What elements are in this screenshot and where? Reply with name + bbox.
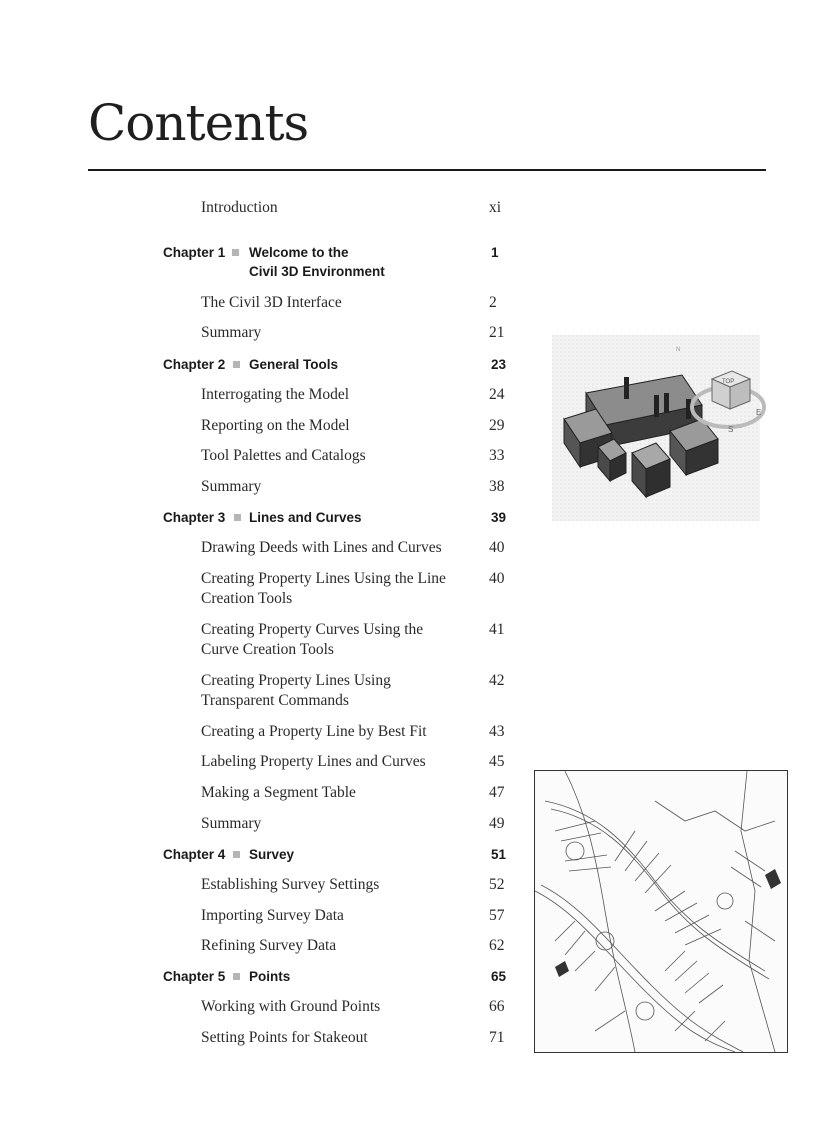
section-title: Making a Segment Table [201, 784, 356, 801]
square-bullet-icon [232, 249, 239, 256]
section-title: Reporting on the Model [201, 417, 350, 434]
section-page: 66 [489, 998, 505, 1015]
section-page: 33 [489, 447, 505, 464]
section-title-line2: Transparent Commands [201, 692, 349, 709]
section-page: 45 [489, 753, 505, 770]
section-page: 43 [489, 723, 505, 740]
section-page: 57 [489, 907, 505, 924]
chapter-page: 51 [491, 847, 507, 862]
section-page: 41 [489, 621, 505, 638]
chapter-title-line1: Welcome to the [249, 245, 349, 260]
square-bullet-icon [233, 361, 240, 368]
section-title: Working with Ground Points [201, 998, 381, 1015]
chapter-label: Chapter 1 [163, 245, 226, 260]
section-title-line2: Curve Creation Tools [201, 641, 334, 658]
chapter-page: 23 [491, 357, 507, 372]
section-page: 71 [489, 1029, 505, 1046]
parcel-map-figure [534, 770, 788, 1053]
section-title: Creating a Property Line by Best Fit [201, 723, 427, 740]
chapter-label: Chapter 3 [163, 510, 226, 525]
section-title-line2: Creation Tools [201, 590, 293, 607]
section-page: 2 [489, 294, 497, 311]
section-page: 29 [489, 417, 505, 434]
building-model-figure [552, 335, 760, 521]
section-title: Summary [201, 815, 262, 832]
section-title: Setting Points for Stakeout [201, 1029, 368, 1046]
section-page: 52 [489, 876, 505, 893]
section-title: Interrogating the Model [201, 386, 350, 403]
chapter-title: Lines and Curves [249, 510, 362, 525]
section-title: Importing Survey Data [201, 907, 344, 924]
section-page: 42 [489, 672, 505, 689]
section-title: Establishing Survey Settings [201, 876, 380, 893]
chapter-title: General Tools [249, 357, 339, 372]
section-page: 62 [489, 937, 505, 954]
section-page: 24 [489, 386, 505, 403]
parcel-map-illustration [535, 771, 787, 1052]
section-page: xi [489, 199, 502, 216]
section-title-line1: Creating Property Curves Using the [201, 621, 424, 638]
section-page: 40 [489, 570, 505, 587]
svg-text:S: S [728, 425, 734, 434]
section-title: Refining Survey Data [201, 937, 337, 954]
section-title: Labeling Property Lines and Curves [201, 753, 426, 770]
section-page: 47 [489, 784, 505, 801]
building-model-illustration [552, 335, 760, 521]
section-title: Introduction [201, 199, 278, 216]
section-page: 40 [489, 539, 505, 556]
chapter-label: Chapter 5 [163, 969, 226, 984]
square-bullet-icon [234, 514, 241, 521]
chapter-title: Points [249, 969, 291, 984]
chapter-page: 39 [491, 510, 507, 525]
section-title-line1: Creating Property Lines Using the Line [201, 570, 446, 587]
section-title-line1: Creating Property Lines Using [201, 672, 391, 689]
square-bullet-icon [233, 851, 240, 858]
chapter-title: Survey [249, 847, 295, 862]
svg-text:TOP: TOP [722, 379, 735, 385]
svg-text:N: N [676, 347, 681, 353]
chapter-label: Chapter 2 [163, 357, 226, 372]
chapter-label: Chapter 4 [163, 847, 226, 862]
section-title: Summary [201, 478, 262, 495]
section-title: Tool Palettes and Catalogs [201, 447, 366, 464]
chapter-page: 65 [491, 969, 507, 984]
square-bullet-icon [233, 973, 240, 980]
section-title: Drawing Deeds with Lines and Curves [201, 539, 442, 556]
page-title: Contents [88, 94, 309, 152]
section-page: 38 [489, 478, 505, 495]
svg-text:E: E [756, 408, 762, 417]
chapter-page: 1 [491, 245, 499, 260]
section-title: The Civil 3D Interface [201, 294, 342, 311]
section-page: 49 [489, 815, 505, 832]
chapter-title-line2: Civil 3D Environment [249, 264, 385, 279]
section-page: 21 [489, 324, 505, 341]
section-title: Summary [201, 324, 262, 341]
